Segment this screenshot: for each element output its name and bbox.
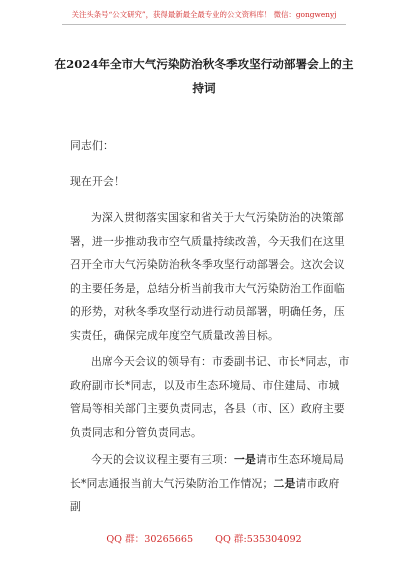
agenda-item1-marker: 一是 [233,453,256,466]
paragraph-agenda [70,448,350,519]
document-title: 在2024年全市大气污染防治秋冬季攻坚行动部署会上的主持词 [54,57,354,95]
footer-qq-group-1: QQ 群：30265665 [106,534,194,545]
footer-qq-group-2: QQ 群:535304092 [215,534,302,545]
header-promo-note: 关注头条号“公文研究”，获得最新最全最专业的公文资料库！ 微信：gongwenyj [71,10,337,19]
agenda-item1-text: 请市生态环境局局长*同志通报当前大气污染防治工作情况； [70,453,344,490]
paragraph-attendees: 出席今天会议的领导有：市委副书记、市长*同志，市政府副市长*同志，以及市生态环境局、市住建局、市城管局等相关部门主要负责同志，各县（市、区）政府主要负责同志和分管负责同志。 [70,355,350,439]
footer-contact [0,533,408,547]
opening-line: 现在开会！ [70,175,125,188]
salutation: 同志们： [70,139,114,152]
paragraph-purpose: 为深入贯彻落实国家和省关于大气污染防治的决策部署，进一步推动我市空气质量持续改善，今天我们在这里召开全市大气污染防治秋冬季攻坚行动部署会。这次会议的主要任务是，总结分析当前我市大气污染防治工作面临的形势，对秋冬季攻坚行动进行动员部署，明确任务，压实责任，确保完成年度空气质量改善目标。 [70,211,345,342]
agenda-item2-text: 请市政府副 [70,476,340,513]
header-divider [62,24,346,25]
agenda-lead: 今天的会议议程主要有三项： [91,453,234,466]
agenda-item2-marker: 二是 [273,476,296,490]
